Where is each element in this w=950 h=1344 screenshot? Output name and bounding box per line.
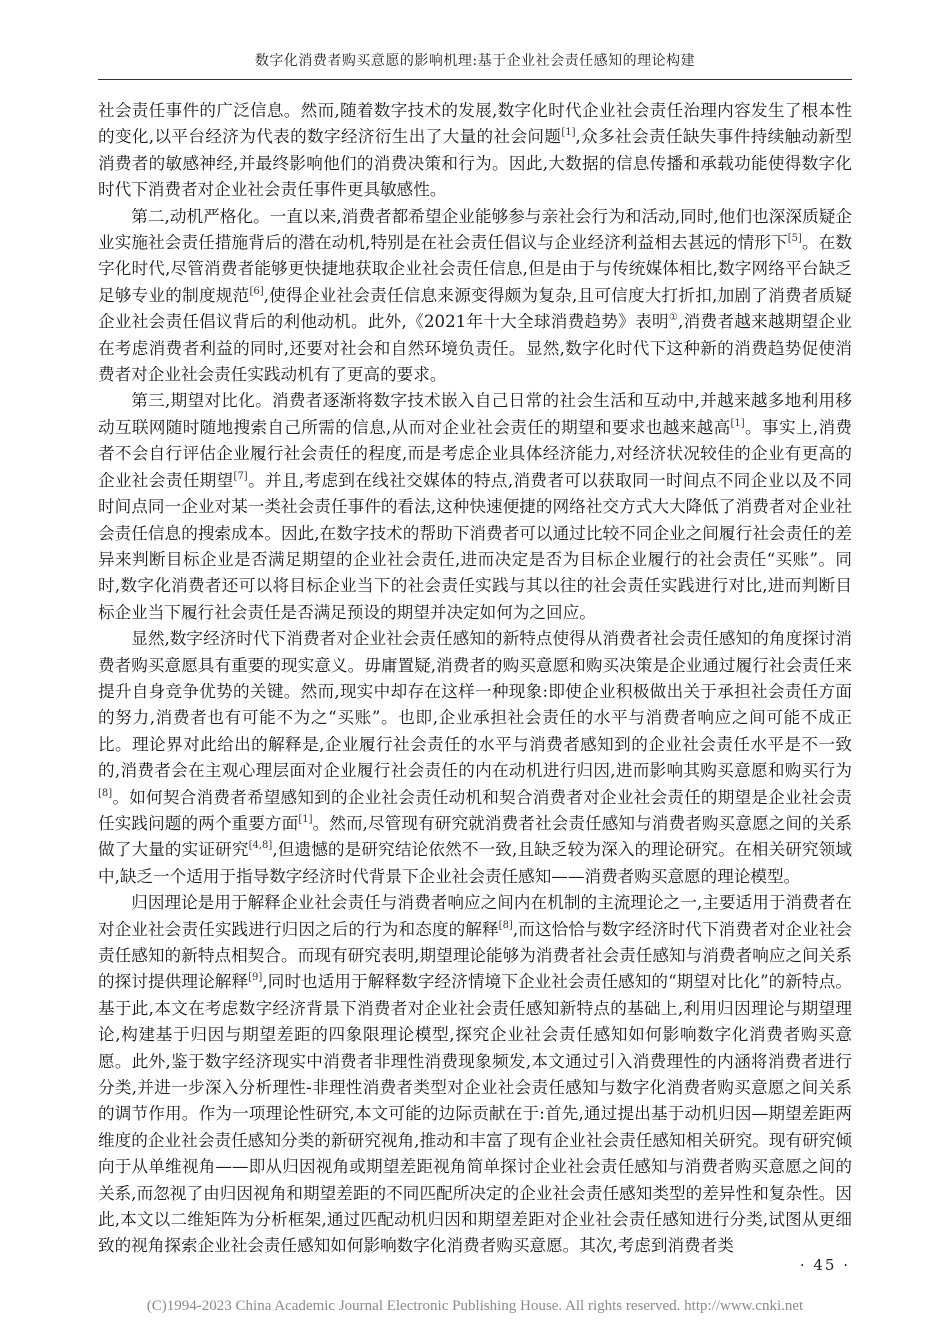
body-text: [98, 98, 852, 1260]
paragraph-text: 。然而,尽管现有研究就消费者社会责任感知与消费者购买意愿之间的关系做了大量的实证研究: [98, 813, 852, 860]
paragraph-text: 第三,期望对比化。消费者逐渐将数字技术嵌入自己日常的社会生活和互动中,并越来越多地利用移动互联网随时随地搜索自己所需的信息,从而对企业社会责任的期望和要求也越来越高: [98, 391, 852, 437]
running-header: 数字化消费者购买意愿的影响机理:基于企业社会责任感知的理论构建: [254, 53, 696, 69]
body-paragraph: [98, 890, 852, 1260]
body-paragraph: [98, 98, 852, 204]
citation-marker: [9]: [248, 972, 263, 984]
citation-marker: [6]: [249, 285, 264, 297]
paragraph-text: ,同时也适用于解释数字经济情境下企业社会责任感知的“期望对比化”的新特点。基于此,本文在考虑数字经济背景下消费者对企业社会责任感知新特点的基础上,利用归因理论与期望理论,构建基于归因与期望差距的四象限理论模型,探究企业社会责任感知如何影响数字化消费者购买意愿。此外,鉴于数字经济现实中消费者非理性消费现象频发,本文通过引入消费理性的内涵将消费者进行分类,并进一步深入分析理性-非理性消费者类型对企业社会责任感知与数字化消费者购买意愿之间关系的调节作用。作为一项理论性研究,本文可能的边际贡献在于:首先,通过提出基于动机归因—期望差距两维度的企业社会责任感知分类的新研究视角,推动和丰富了现有企业社会责任感知相关研究。现有研究倾向于从单维视角——即从归因视角或期望差距视角简单探讨企业社会责任感知与消费者购买意愿之间的关系,而忽视了由归因视角和期望差距的不同匹配所决定的企业社会责任感知类型的差异性和复杂性。因此,本文以二维矩阵为分析框架,通过匹配动机归因和期望差距对企业社会责任感知进行分类,试图从更细致的视角探索企业社会责任感知如何影响数字化消费者购买意愿。其次,考虑到消费者类: [98, 972, 852, 1256]
paragraph-text: 归因理论是用于解释企业社会责任与消费者响应之间内在机制的主流理论之一,主要适用于消费者在对企业社会责任实践进行归因之后的行为和态度的解释: [98, 893, 852, 939]
citation-marker: [7]: [233, 470, 248, 482]
citation-marker: [8]: [498, 919, 513, 931]
citation-marker: [4,8]: [248, 840, 273, 852]
body-paragraph: [98, 204, 852, 389]
body-paragraph: [98, 388, 852, 626]
paragraph-text: ,使得企业社会责任信息来源变得颇为复杂,且可信度大打折扣,加剧了消费者质疑企业社会责任倡议背后的利他动机。此外,《2021年十大全球消费趋势》表明: [98, 285, 852, 332]
citation-marker: [1]: [730, 417, 745, 429]
citation-marker: [5]: [787, 233, 802, 245]
paragraph-text: 第二,动机严格化。一直以来,消费者都希望企业能够参与亲社会行为和活动,同时,他们也深深质疑企业实施社会责任措施背后的潜在动机,特别是在社会责任倡议与企业经济利益相去甚远的情形下: [98, 206, 852, 253]
citation-marker: [8]: [98, 787, 113, 799]
paragraph-text: ,众多社会责任缺失事件持续触动新型消费者的敏感神经,并最终影响他们的消费决策和行为。因此,大数据的信息传播和承载功能使得数字化时代下消费者对企业社会责任事件更具敏感性。: [98, 127, 852, 200]
paragraph-text: ,但遗憾的是研究结论依然不一致,且缺乏较为深入的理论研究。在相关研究领域中,缺乏一个适用于指导数字经济时代背景下企业社会责任感知——消费者购买意愿的理论模型。: [98, 840, 852, 886]
page-number: · 45 ·: [799, 1256, 850, 1274]
paragraph-text: ,而这恰恰与数字经济时代下消费者对企业社会责任感知的新特点相契合。而现有研究表明,期望理论能够为消费者社会责任感知与消费者响应之间关系的探讨提供理论解释: [98, 919, 853, 992]
paragraph-text: 。如何契合消费者希望感知到的企业社会责任动机和契合消费者对企业社会责任的期望是企业社会责任实践问题的两个重要方面: [98, 787, 852, 833]
paragraph-text: ,消费者越来越期望企业在考虑消费者利益的同时,还要对社会和自然环境负责任。显然,数字化时代下这种新的消费趋势促使消费者对企业社会责任实践动机有了更高的要求。: [98, 312, 852, 385]
citation-marker: [1]: [298, 813, 313, 825]
copyright-footer: (C)1994-2023 China Academic Journal Electronic Publishing House. All rights reserved. http://www.cnki.net: [146, 1298, 804, 1314]
citation-marker: [1]: [561, 127, 576, 139]
paragraph-text: 。事实上,消费者不会自行评估企业履行社会责任的程度,而是考虑企业具体经济能力,对经济状况较佳的企业有更高的企业社会责任期望: [98, 417, 852, 490]
paragraph-text: 显然,数字经济时代下消费者对企业社会责任感知的新特点使得从消费者社会责任感知的角度探讨消费者购买意愿具有重要的现实意义。毋庸置疑,消费者的购买意愿和购买决策是企业通过履行社会责任来提升自身竞争优势的关键。然而,现实中却存在这样一种现象:即使企业积极做出关于承担社会责任方面的努力,消费者也有可能不为之“买账”。也即,企业承担社会责任的水平与消费者响应之间可能不成正比。理论界对此给出的解释是,企业履行社会责任的水平与消费者感知到的企业社会责任水平是不一致的,消费者会在主观心理层面对企业履行社会责任的内在动机进行归因,进而影响其购买意愿和购买行为: [98, 629, 852, 781]
citation-marker: ①: [668, 312, 679, 324]
paragraph-text: 。并且,考虑到在线社交媒体的特点,消费者可以获取同一时间点不同企业以及不同时间点同一企业对某一类社会责任事件的看法,这种快速便捷的网络社交方式大大降低了消费者对企业社会责任信息的搜索成本。因此,在数字技术的帮助下消费者可以通过比较不同企业之间履行社会责任的差异来判断目标企业是否满足期望的企业社会责任,进而决定是否为目标企业履行的社会责任“买账”。同时,数字化消费者还可以将目标企业当下的社会责任实践与其以往的社会责任实践进行对比,进而判断目标企业当下履行社会责任是否满足预设的期望并决定如何为之回应。: [98, 470, 852, 622]
paragraph-text: 。在数字化时代,尽管消费者能够更快捷地获取企业社会责任信息,但是由于与传统媒体相比,数字网络平台缺乏足够专业的制度规范: [98, 233, 852, 305]
paragraph-text: 社会责任事件的广泛信息。然而,随着数字技术的发展,数字化时代企业社会责任治理内容发生了根本性的变化,以平台经济为代表的数字经济衍生出了大量的社会问题: [98, 101, 852, 147]
body-paragraph: [98, 626, 852, 890]
header-divider: [98, 79, 852, 80]
